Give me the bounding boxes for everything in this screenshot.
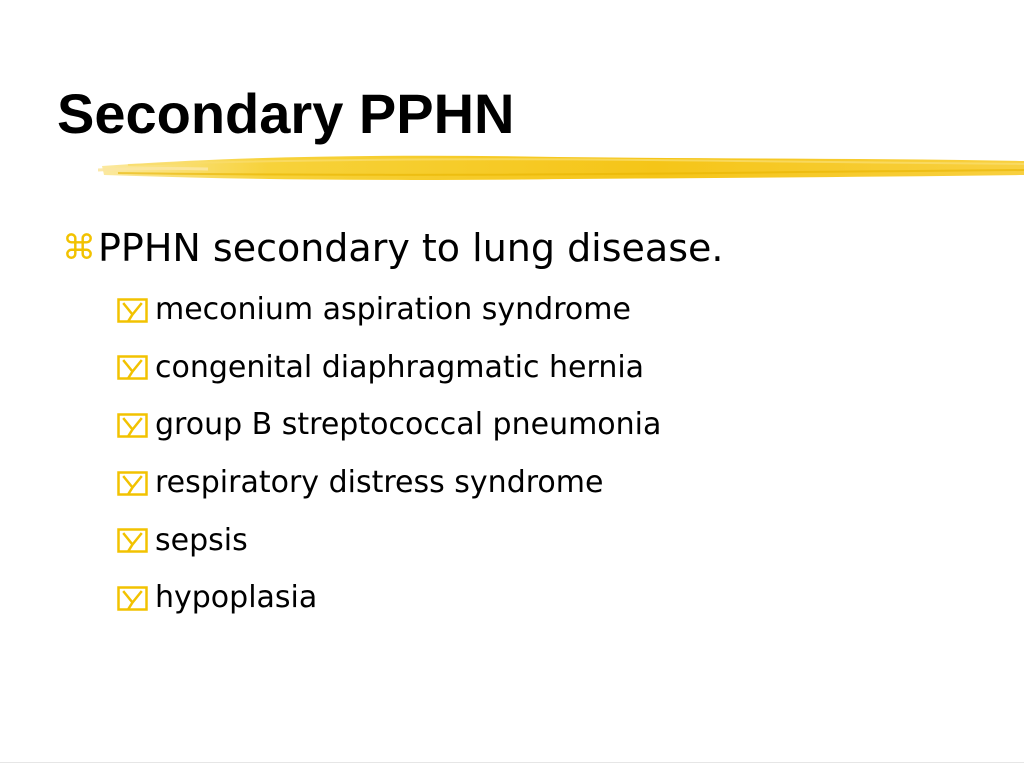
checkbox-y-icon <box>116 581 150 615</box>
sub-bullet-text: hypoplasia <box>155 580 318 616</box>
checkbox-y-icon <box>116 293 150 327</box>
sub-bullet-item <box>116 569 661 627</box>
checkbox-y-icon <box>116 350 150 384</box>
sub-bullet-text: group B streptococcal pneumonia <box>155 407 662 443</box>
command-icon: ⌘ <box>62 228 96 268</box>
sub-bullet-text: sepsis <box>155 522 248 558</box>
sub-bullet-item <box>116 396 661 454</box>
sub-bullet-item <box>116 339 661 397</box>
sub-bullet-list <box>116 281 661 627</box>
checkbox-y-icon <box>116 466 150 500</box>
main-bullet-text: PPHN secondary to lung disease. <box>98 226 724 270</box>
brush-stroke-divider <box>98 148 1024 190</box>
sub-bullet-text: meconium aspiration syndrome <box>155 292 631 328</box>
sub-bullet-item <box>116 281 661 339</box>
footer-divider <box>0 762 1024 763</box>
checkbox-y-icon <box>116 408 150 442</box>
sub-bullet-text: congenital diaphragmatic hernia <box>155 349 645 385</box>
main-bullet <box>62 222 723 274</box>
sub-bullet-text: respiratory distress syndrome <box>155 465 604 501</box>
sub-bullet-item <box>116 454 661 512</box>
sub-bullet-item <box>116 511 661 569</box>
checkbox-y-icon <box>116 523 150 557</box>
slide-title: Secondary PPHN <box>57 82 515 145</box>
